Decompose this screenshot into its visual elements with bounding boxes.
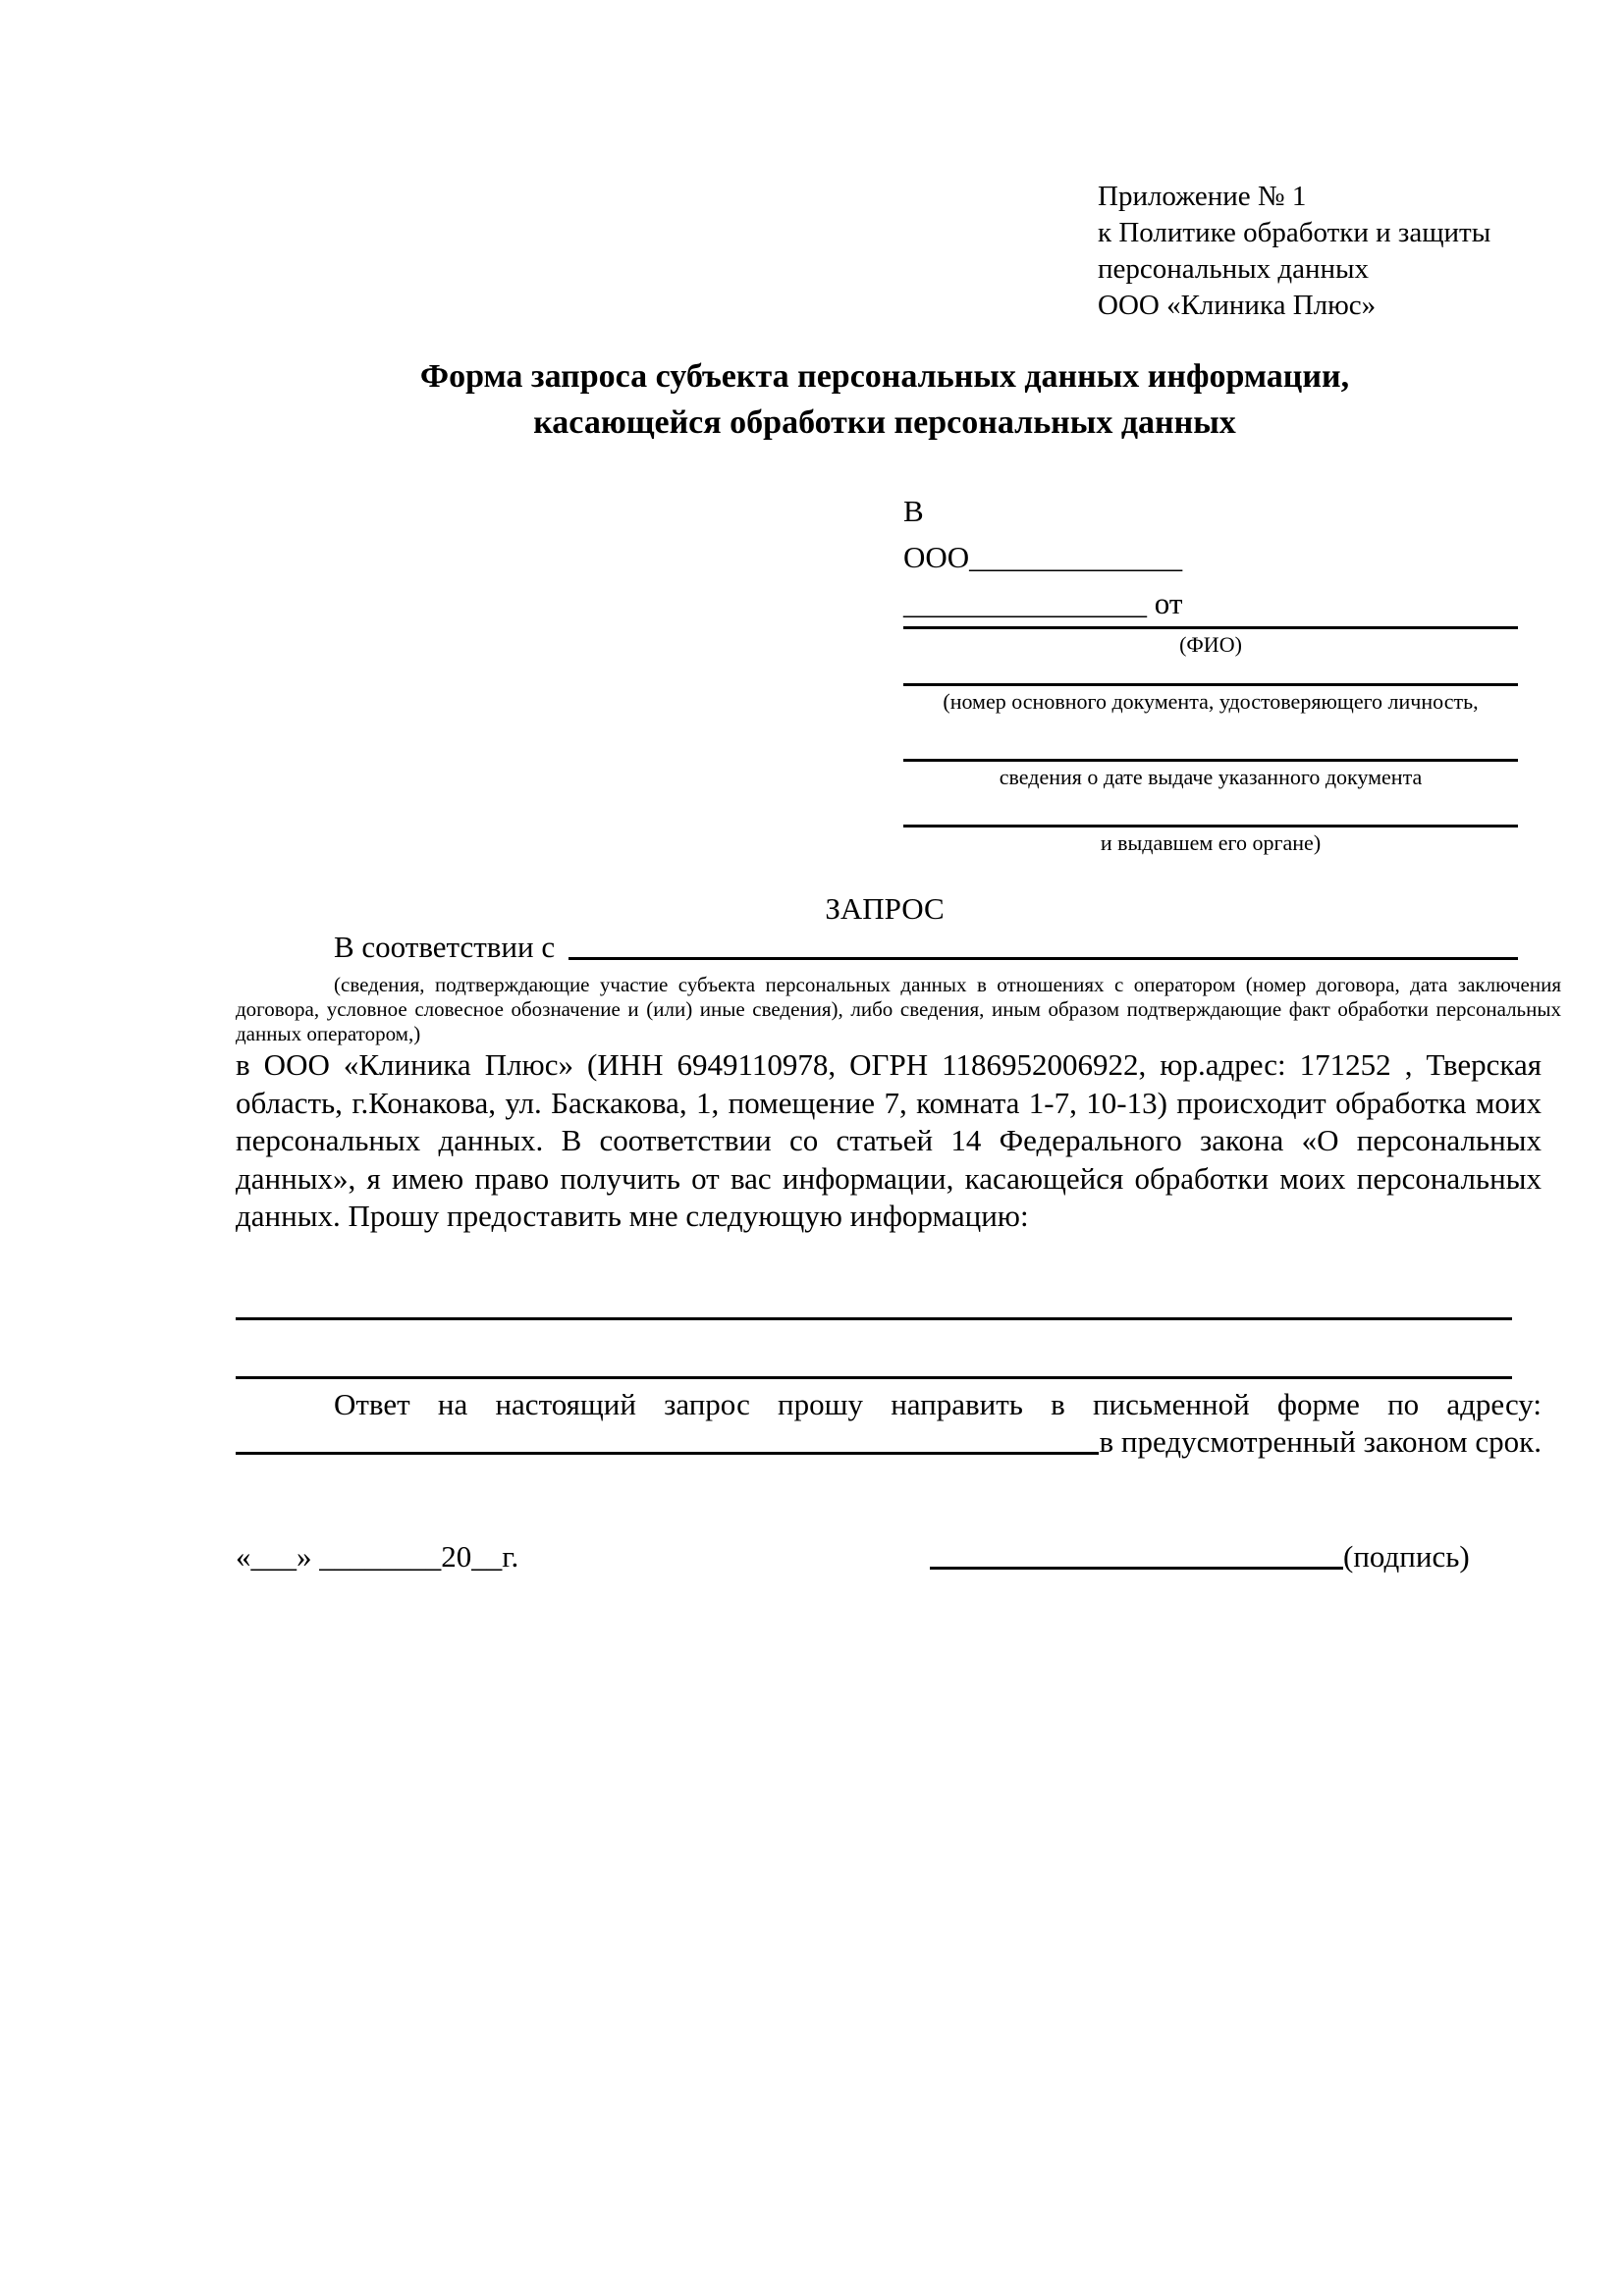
reply-paragraph: Ответ на настоящий запрос прошу направить в письменной форме по адресу: <box>334 1387 1542 1421</box>
intro-row <box>236 929 1518 966</box>
reply-suffix: в предусмотренный законом срок. <box>1099 1424 1542 1459</box>
page-title-line-2: касающейся обработки персональных данных <box>533 404 1236 441</box>
signature-caption: (подпись) <box>1343 1539 1470 1574</box>
request-heading: ЗАПРОС <box>825 891 945 926</box>
blank-write-line-1 <box>236 1317 1512 1320</box>
issue-org-caption: и выдавшем его органе) <box>1100 830 1322 855</box>
body-paragraph: в ООО «Клиника Плюс» (ИНН 6949110978, ОГРН 1186952006922, юр.адрес: 171252 , Тверская область, г.Конакова, ул. Баскакова, 1, помещение 7, комната 1-7, 10-13) происходит обработка моих персональных данных. В соответствии со статьей 14 Федерального закона «О персональных данных», я имею право получить от вас информации, касающейся обработки моих персональных данных. Прошу предоставить мне следующую информацию: <box>236 1047 1542 1234</box>
doc-number-caption: (номер основного документа, удостоверяющего личность, <box>943 689 1479 714</box>
issue-date-caption: сведения о дате выдаче указанного документа <box>999 765 1423 789</box>
addressee-to-line: В <box>903 494 924 528</box>
addressee-org-line: ООО______________ <box>903 540 1183 574</box>
page-title-line-1: Форма запроса субъекта персональных данных информации, <box>419 358 1350 395</box>
appendix-note-line-1: Приложение № 1 <box>1098 181 1307 212</box>
appendix-note <box>1098 179 1490 324</box>
intro-label: В соответствии с <box>334 930 556 964</box>
reply-address-row <box>236 1423 1542 1461</box>
appendix-note-line-3: персональных данных <box>1098 253 1370 285</box>
blank-write-line-2 <box>236 1376 1512 1379</box>
appendix-note-line-2: к Политике обработки и защиты <box>1098 217 1491 248</box>
page-title <box>236 353 1534 446</box>
signature-blank-line <box>930 1567 1343 1570</box>
addressee-from-line: ________________ от <box>903 586 1183 620</box>
appendix-note-line-4: ООО «Клиника Плюс» <box>1098 290 1377 321</box>
signature-row <box>930 1537 1470 1576</box>
addressee-block <box>903 488 1518 856</box>
date-field: «___» ________20__г. <box>236 1539 519 1574</box>
fine-print: (сведения, подтверждающие участие субъекта персональных данных в отношениях с оператором (номер договора, дата заключения договора, условное словесное обозначение и (или) иные сведения), либо сведения, иным образом подтверждающие факт обработки персональных данных оператором,) <box>236 973 1561 1045</box>
intro-blank-line <box>568 957 1518 960</box>
reply-address-blank-line <box>236 1452 1099 1455</box>
fio-caption: (ФИО) <box>1179 632 1242 657</box>
